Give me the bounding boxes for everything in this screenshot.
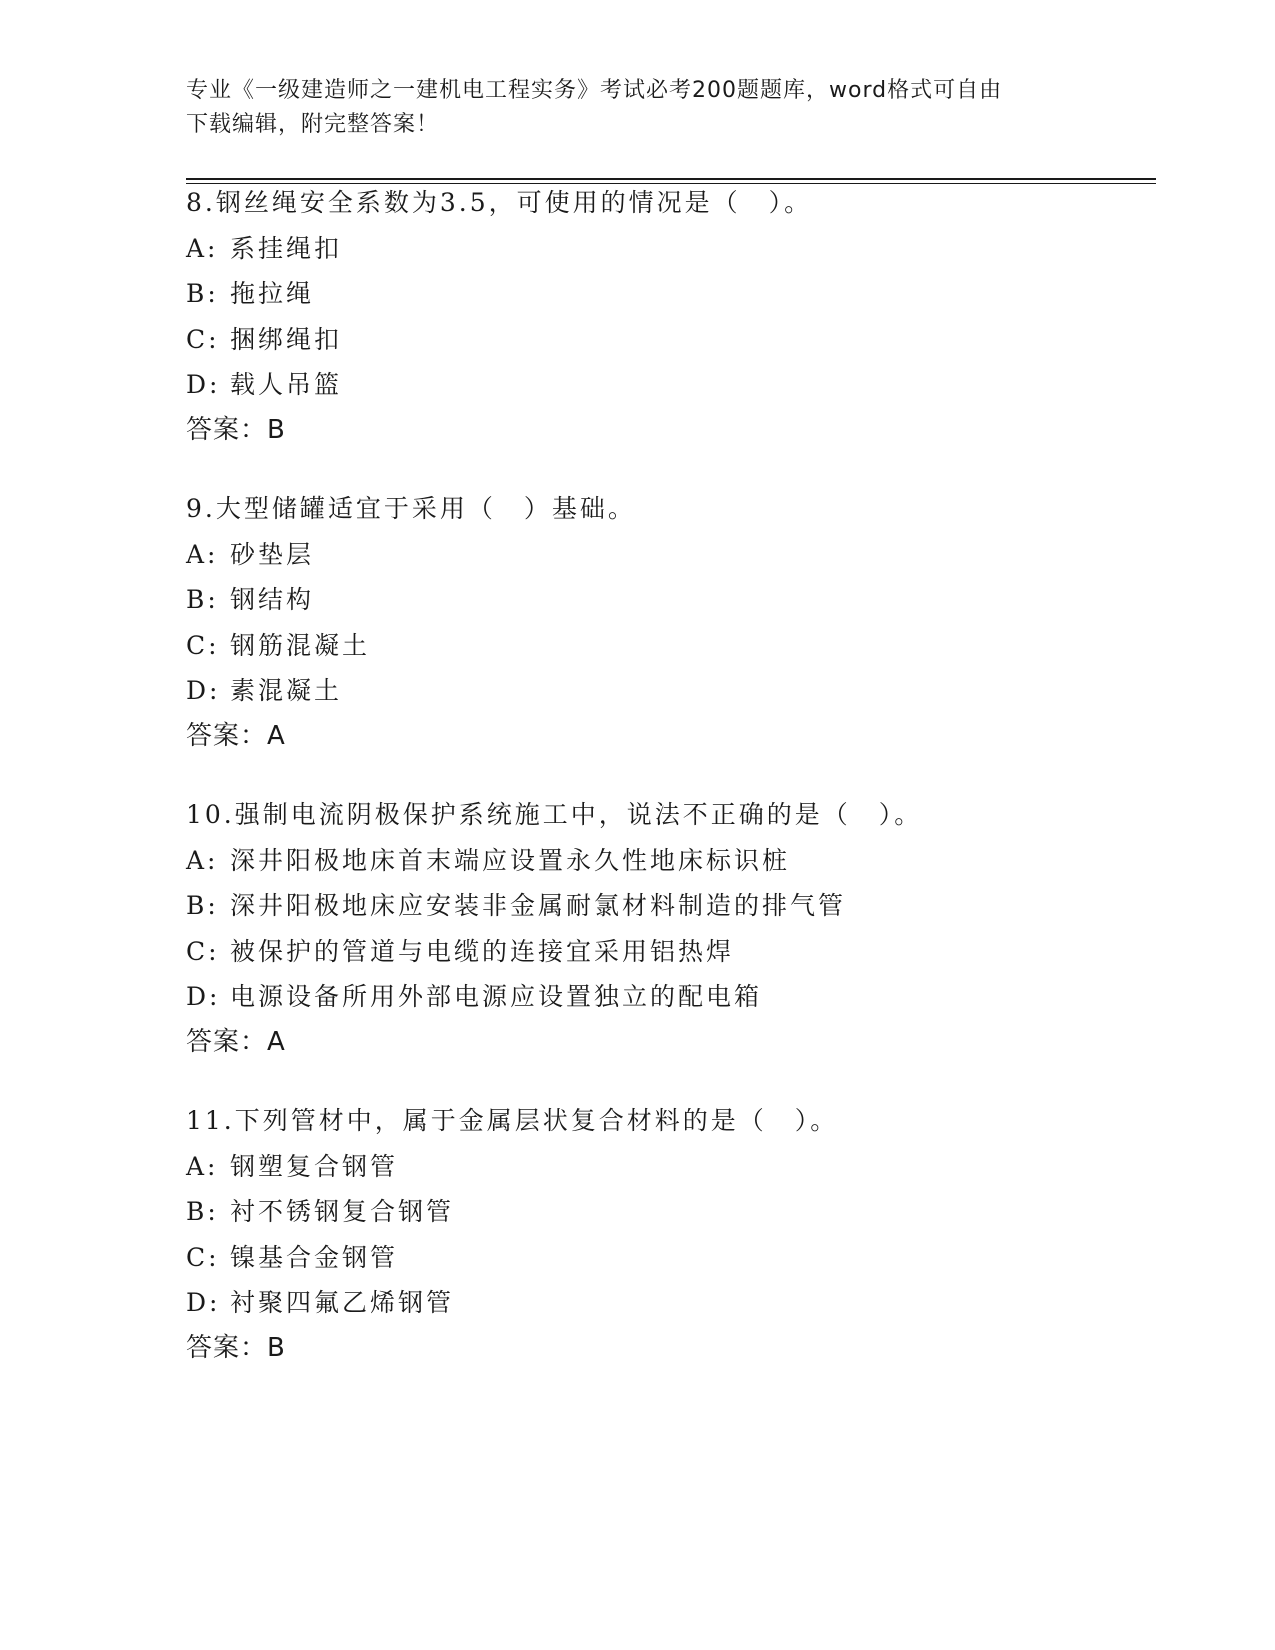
option-text: 捆绑绳扣 <box>230 324 343 354</box>
option-text: 衬聚四氟乙烯钢管 <box>230 1288 455 1317</box>
option-key: D: <box>186 370 221 399</box>
option-b <box>186 883 1156 929</box>
answer: 答案：A <box>186 720 286 751</box>
option-text: 素混凝土 <box>230 676 343 705</box>
option-key: D: <box>186 676 221 705</box>
option-key: B: <box>186 279 219 308</box>
option-key: C: <box>186 630 220 660</box>
option-text: 钢结构 <box>230 585 315 614</box>
option-text: 载人吊篮 <box>230 370 343 399</box>
option-text: 深井阳极地床应安装非金属耐氯材料制造的排气管 <box>230 891 847 920</box>
option-text: 电源设备所用外部电源应设置独立的配电箱 <box>230 982 763 1011</box>
question-block <box>186 792 1156 1065</box>
question-block <box>186 180 1156 453</box>
option-text: 系挂绳扣 <box>230 233 343 263</box>
option-key: B: <box>186 1197 219 1226</box>
option-a <box>186 1144 1156 1190</box>
option-b <box>186 1189 1156 1235</box>
option-key: C: <box>186 1242 220 1272</box>
option-text: 钢筋混凝土 <box>230 630 371 660</box>
option-c <box>186 929 1156 975</box>
option-key: B: <box>186 891 219 920</box>
question-block <box>186 1098 1156 1371</box>
option-text: 砂垫层 <box>230 539 315 569</box>
option-a <box>186 226 1156 272</box>
option-c <box>186 317 1156 363</box>
option-key: D: <box>186 982 221 1011</box>
option-c <box>186 1235 1156 1281</box>
header-line-2: 下载编辑，附完整答案！ <box>186 112 440 137</box>
option-key: A: <box>186 845 219 875</box>
question-stem: 9.大型储罐适宜于采用（ ）基础。 <box>186 494 636 523</box>
option-key: A: <box>186 233 219 263</box>
option-key: D: <box>186 1288 221 1317</box>
question-block <box>186 486 1156 759</box>
option-text: 被保护的管道与电缆的连接宜采用铝热焊 <box>230 936 735 966</box>
document-header <box>186 74 1086 142</box>
question-stem: 11.下列管材中，属于金属层状复合材料的是（ ）。 <box>186 1106 839 1135</box>
option-a <box>186 838 1156 884</box>
option-text: 拖拉绳 <box>230 279 315 308</box>
header-line-1: 专业《一级建造师之一建机电工程实务》考试必考200题题库，word格式可自由 <box>186 78 1003 103</box>
answer: 答案：B <box>186 1332 286 1363</box>
option-text: 衬不锈钢复合钢管 <box>230 1197 455 1226</box>
option-d <box>186 974 1156 1020</box>
option-key: C: <box>186 936 220 966</box>
answer: 答案：A <box>186 1026 286 1057</box>
option-key: A: <box>186 539 219 569</box>
option-key: C: <box>186 324 220 354</box>
option-c <box>186 623 1156 669</box>
question-stem: 8.钢丝绳安全系数为3.5，可使用的情况是（ ）。 <box>186 188 813 217</box>
answer: 答案：B <box>186 414 286 445</box>
option-key: A: <box>186 1151 219 1181</box>
option-d <box>186 1280 1156 1326</box>
option-key: B: <box>186 585 219 614</box>
option-text: 镍基合金钢管 <box>230 1242 399 1272</box>
option-text: 深井阳极地床首末端应设置永久性地床标识桩 <box>230 845 791 875</box>
option-text: 钢塑复合钢管 <box>230 1151 399 1181</box>
option-b <box>186 577 1156 623</box>
question-stem: 10.强制电流阴极保护系统施工中，说法不正确的是（ ）。 <box>186 800 923 829</box>
option-a <box>186 532 1156 578</box>
option-b <box>186 271 1156 317</box>
option-d <box>186 362 1156 408</box>
option-d <box>186 668 1156 714</box>
